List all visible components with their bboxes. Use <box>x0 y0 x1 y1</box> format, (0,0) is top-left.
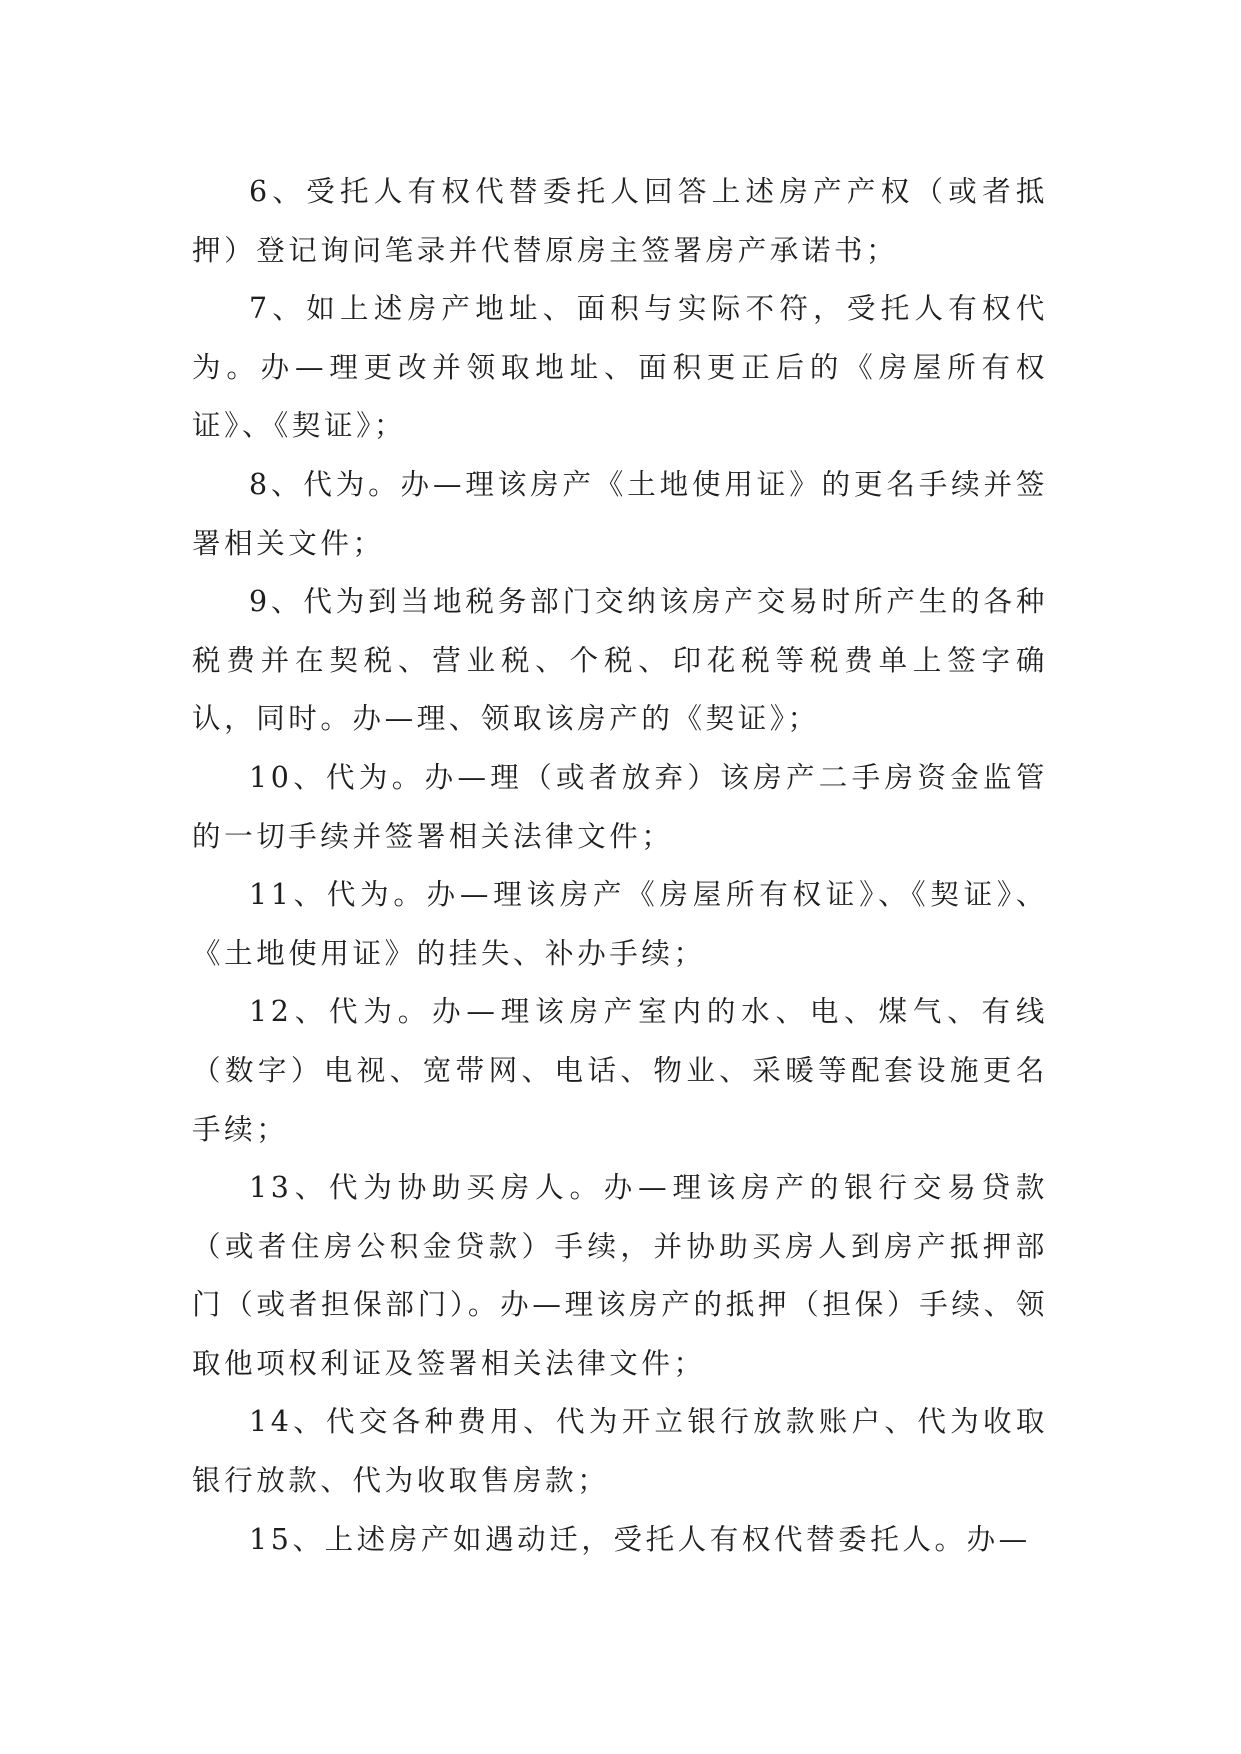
clause-13: 13、代为协助买房人。办—理该房产的银行交易贷款（或者住房公积金贷款）手续，并协助买房人到房产抵押部门（或者担保部门）。办—理该房产的抵押（担保）手续、领取他项权利证及签署相关法律文件； <box>192 1171 1048 1380</box>
clause-6: 6、受托人有权代替委托人回答上述房产产权（或者抵押）登记询问笔录并代替原房主签署房产承诺书； <box>192 175 1048 267</box>
clause-10: 10、代为。办—理（或者放弃）该房产二手房资金监管的一切手续并签署相关法律文件； <box>192 760 1048 853</box>
clause-11: 11、代为。办—理该房产《房屋所有权证》、《契证》、《土地使用证》的挂失、补办手续； <box>192 878 1048 970</box>
clause-8: 8、代为。办—理该房产《土地使用证》的更名手续并签署相关文件； <box>192 467 1048 560</box>
clause-12: 12、代为。办—理该房产室内的水、电、煤气、有线（数字）电视、宽带网、电话、物业、采暖等配套设施更名手续； <box>192 995 1048 1146</box>
clause-9: 9、代为到当地税务部门交纳该房产交易时所产生的各种税费并在契税、营业税、个税、印花税等税费单上签字确认，同时。办—理、领取该房产的《契证》； <box>192 585 1048 736</box>
clause-15: 15、上述房产如遇动迁，受托人有权代替委托人。办— <box>249 1522 1031 1556</box>
clause-7: 7、如上述房产地址、面积与实际不符，受托人有权代为。办—理更改并领取地址、面积更正后的《房屋所有权证》、《契证》； <box>192 292 1048 443</box>
document-body <box>192 163 1048 1569</box>
clause-14: 14、代交各种费用、代为开立银行放款账户、代为收取银行放款、代为收取售房款； <box>192 1405 1048 1498</box>
